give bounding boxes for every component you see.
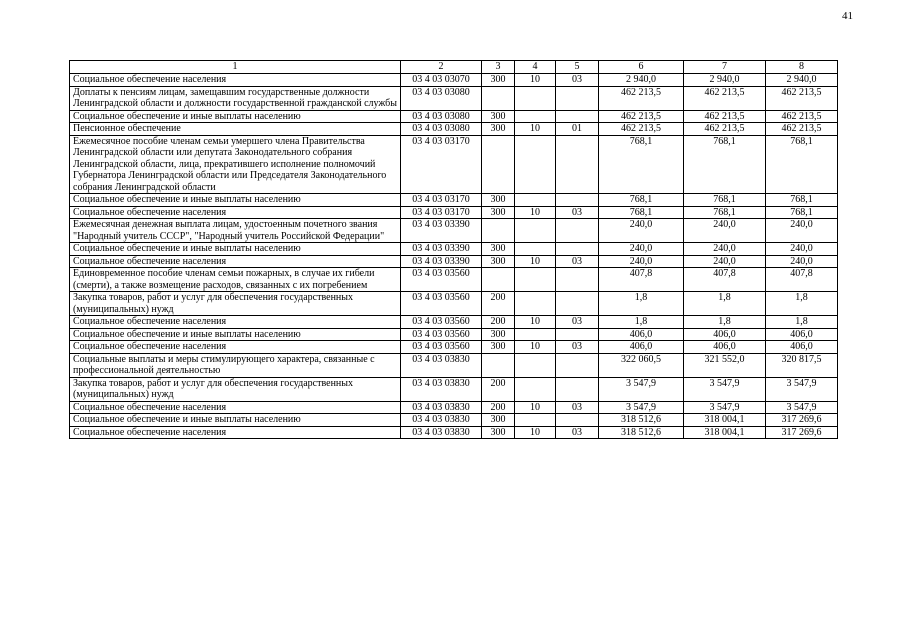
- table-row: [70, 292, 838, 316]
- row-value-2-cell: 3 547,9: [684, 377, 766, 401]
- row-value-1-cell: 318 512,6: [599, 414, 684, 427]
- row-vr-cell: 200: [482, 316, 515, 329]
- row-value-3-cell: 1,8: [766, 292, 838, 316]
- row-vr-cell: 300: [482, 341, 515, 354]
- row-subsection-cell: 03: [556, 401, 599, 414]
- row-code-cell: 03 4 03 03390: [401, 243, 482, 256]
- row-value-3-cell: 406,0: [766, 341, 838, 354]
- row-value-3-cell: 462 213,5: [766, 86, 838, 110]
- row-value-2-cell: 318 004,1: [684, 426, 766, 439]
- row-value-1-cell: 240,0: [599, 255, 684, 268]
- row-value-2-cell: 768,1: [684, 206, 766, 219]
- row-name-cell: Закупка товаров, работ и услуг для обеспечения государственных (муниципальных) нужд: [70, 377, 401, 401]
- row-name-cell: Социальное обеспечение населения: [70, 206, 401, 219]
- row-value-1-cell: 406,0: [599, 341, 684, 354]
- row-value-3-cell: 768,1: [766, 135, 838, 194]
- row-code-cell: 03 4 03 03170: [401, 135, 482, 194]
- row-code-cell: 03 4 03 03830: [401, 353, 482, 377]
- row-value-2-cell: 768,1: [684, 194, 766, 207]
- row-section-cell: [515, 353, 556, 377]
- row-vr-cell: 200: [482, 377, 515, 401]
- row-value-1-cell: 3 547,9: [599, 401, 684, 414]
- row-section-cell: 10: [515, 206, 556, 219]
- row-value-2-cell: 318 004,1: [684, 414, 766, 427]
- row-code-cell: 03 4 03 03080: [401, 110, 482, 123]
- table-row: [70, 255, 838, 268]
- row-value-1-cell: 240,0: [599, 243, 684, 256]
- table-row: [70, 74, 838, 87]
- row-name-cell: Социальное обеспечение и иные выплаты населению: [70, 194, 401, 207]
- row-vr-cell: 300: [482, 206, 515, 219]
- row-section-cell: [515, 219, 556, 243]
- row-vr-cell: 300: [482, 255, 515, 268]
- row-subsection-cell: 03: [556, 316, 599, 329]
- table-row: [70, 316, 838, 329]
- row-value-3-cell: 240,0: [766, 219, 838, 243]
- header-cell: 8: [766, 61, 838, 74]
- row-value-1-cell: 318 512,6: [599, 426, 684, 439]
- row-section-cell: [515, 328, 556, 341]
- header-cell: 1: [70, 61, 401, 74]
- row-name-cell: Социальное обеспечение и иные выплаты населению: [70, 110, 401, 123]
- row-value-3-cell: 462 213,5: [766, 110, 838, 123]
- row-value-2-cell: 406,0: [684, 341, 766, 354]
- row-vr-cell: 200: [482, 292, 515, 316]
- row-value-3-cell: 768,1: [766, 194, 838, 207]
- row-subsection-cell: 03: [556, 74, 599, 87]
- row-name-cell: Социальное обеспечение населения: [70, 401, 401, 414]
- row-section-cell: [515, 377, 556, 401]
- row-value-2-cell: 407,8: [684, 268, 766, 292]
- row-value-3-cell: 2 940,0: [766, 74, 838, 87]
- row-vr-cell: 300: [482, 243, 515, 256]
- row-section-cell: [515, 292, 556, 316]
- table-row: [70, 219, 838, 243]
- row-value-3-cell: 406,0: [766, 328, 838, 341]
- row-value-2-cell: 406,0: [684, 328, 766, 341]
- row-name-cell: Ежемесячное пособие членам семьи умершего члена Правительства Ленинградской области или депутата Законодательного собрания Ленинградской области, лица, прекратившего исполнение полномочий Губернатора Ленинградской области или Председателя Законодательного собрания Ленинградской области: [70, 135, 401, 194]
- row-value-2-cell: 768,1: [684, 135, 766, 194]
- row-value-1-cell: 462 213,5: [599, 123, 684, 136]
- row-value-1-cell: 462 213,5: [599, 110, 684, 123]
- row-value-3-cell: 768,1: [766, 206, 838, 219]
- table-row: [70, 135, 838, 194]
- row-value-3-cell: 3 547,9: [766, 401, 838, 414]
- table-row: [70, 206, 838, 219]
- row-subsection-cell: [556, 353, 599, 377]
- row-name-cell: Социальное обеспечение населения: [70, 341, 401, 354]
- table-row: [70, 353, 838, 377]
- row-value-1-cell: 1,8: [599, 316, 684, 329]
- row-name-cell: Социальное обеспечение населения: [70, 426, 401, 439]
- row-section-cell: 10: [515, 74, 556, 87]
- row-section-cell: [515, 268, 556, 292]
- table-row: [70, 243, 838, 256]
- row-value-2-cell: 462 213,5: [684, 110, 766, 123]
- row-section-cell: [515, 194, 556, 207]
- row-name-cell: Единовременное пособие членам семьи пожарных, в случае их гибели (смерти), а также возмещение расходов, связанных с их погребением: [70, 268, 401, 292]
- row-code-cell: 03 4 03 03070: [401, 74, 482, 87]
- row-subsection-cell: 03: [556, 426, 599, 439]
- row-value-1-cell: 768,1: [599, 135, 684, 194]
- row-vr-cell: 200: [482, 401, 515, 414]
- row-subsection-cell: 03: [556, 206, 599, 219]
- row-name-cell: Социальное обеспечение населения: [70, 74, 401, 87]
- header-row: [70, 61, 838, 74]
- row-subsection-cell: [556, 219, 599, 243]
- row-subsection-cell: [556, 243, 599, 256]
- row-section-cell: 10: [515, 426, 556, 439]
- table-row: [70, 401, 838, 414]
- row-name-cell: Закупка товаров, работ и услуг для обеспечения государственных (муниципальных) нужд: [70, 292, 401, 316]
- row-code-cell: 03 4 03 03560: [401, 316, 482, 329]
- table-body: [70, 74, 838, 439]
- row-code-cell: 03 4 03 03830: [401, 426, 482, 439]
- row-value-1-cell: 462 213,5: [599, 86, 684, 110]
- table-row: [70, 86, 838, 110]
- row-value-2-cell: 240,0: [684, 219, 766, 243]
- row-subsection-cell: 03: [556, 255, 599, 268]
- row-name-cell: Пенсионное обеспечение: [70, 123, 401, 136]
- row-value-3-cell: 320 817,5: [766, 353, 838, 377]
- row-subsection-cell: [556, 268, 599, 292]
- row-vr-cell: 300: [482, 74, 515, 87]
- row-code-cell: 03 4 03 03390: [401, 219, 482, 243]
- row-section-cell: [515, 414, 556, 427]
- row-code-cell: 03 4 03 03830: [401, 377, 482, 401]
- row-section-cell: 10: [515, 341, 556, 354]
- row-name-cell: Социальное обеспечение и иные выплаты населению: [70, 328, 401, 341]
- table-row: [70, 414, 838, 427]
- table-row: [70, 341, 838, 354]
- table-row: [70, 377, 838, 401]
- table-row: [70, 268, 838, 292]
- row-code-cell: 03 4 03 03390: [401, 255, 482, 268]
- row-value-2-cell: 462 213,5: [684, 86, 766, 110]
- row-value-3-cell: 317 269,6: [766, 426, 838, 439]
- row-subsection-cell: [556, 86, 599, 110]
- row-value-1-cell: 768,1: [599, 206, 684, 219]
- row-value-1-cell: 1,8: [599, 292, 684, 316]
- row-name-cell: Социальное обеспечение населения: [70, 316, 401, 329]
- table-row: [70, 123, 838, 136]
- row-name-cell: Социальное обеспечение и иные выплаты населению: [70, 414, 401, 427]
- row-vr-cell: 300: [482, 123, 515, 136]
- row-value-1-cell: 3 547,9: [599, 377, 684, 401]
- row-value-2-cell: 1,8: [684, 292, 766, 316]
- row-value-3-cell: 3 547,9: [766, 377, 838, 401]
- row-subsection-cell: [556, 292, 599, 316]
- row-code-cell: 03 4 03 03560: [401, 292, 482, 316]
- row-code-cell: 03 4 03 03560: [401, 268, 482, 292]
- row-value-2-cell: 240,0: [684, 255, 766, 268]
- row-subsection-cell: 03: [556, 341, 599, 354]
- row-vr-cell: [482, 135, 515, 194]
- row-section-cell: [515, 135, 556, 194]
- row-value-3-cell: 240,0: [766, 255, 838, 268]
- row-code-cell: 03 4 03 03080: [401, 86, 482, 110]
- row-code-cell: 03 4 03 03080: [401, 123, 482, 136]
- row-code-cell: 03 4 03 03170: [401, 194, 482, 207]
- row-vr-cell: [482, 268, 515, 292]
- row-value-3-cell: 462 213,5: [766, 123, 838, 136]
- row-section-cell: 10: [515, 401, 556, 414]
- row-name-cell: Социальные выплаты и меры стимулирующего характера, связанные с профессиональной деятельностью: [70, 353, 401, 377]
- row-section-cell: 10: [515, 255, 556, 268]
- header-cell: 5: [556, 61, 599, 74]
- row-vr-cell: 300: [482, 194, 515, 207]
- row-code-cell: 03 4 03 03830: [401, 401, 482, 414]
- row-value-1-cell: 2 940,0: [599, 74, 684, 87]
- row-subsection-cell: [556, 328, 599, 341]
- row-section-cell: [515, 110, 556, 123]
- row-subsection-cell: [556, 414, 599, 427]
- budget-table: [69, 60, 838, 439]
- row-subsection-cell: [556, 135, 599, 194]
- row-name-cell: Доплаты к пенсиям лицам, замещавшим государственные должности Ленинградской области и должности государственной гражданской службы: [70, 86, 401, 110]
- row-code-cell: 03 4 03 03560: [401, 328, 482, 341]
- row-code-cell: 03 4 03 03170: [401, 206, 482, 219]
- row-vr-cell: 300: [482, 426, 515, 439]
- row-section-cell: [515, 243, 556, 256]
- row-value-1-cell: 406,0: [599, 328, 684, 341]
- row-value-2-cell: 240,0: [684, 243, 766, 256]
- row-subsection-cell: [556, 194, 599, 207]
- row-value-3-cell: 407,8: [766, 268, 838, 292]
- page-number: 41: [842, 10, 853, 22]
- row-section-cell: 10: [515, 123, 556, 136]
- row-value-3-cell: 240,0: [766, 243, 838, 256]
- row-value-1-cell: 768,1: [599, 194, 684, 207]
- row-value-1-cell: 240,0: [599, 219, 684, 243]
- row-value-2-cell: 2 940,0: [684, 74, 766, 87]
- row-value-1-cell: 322 060,5: [599, 353, 684, 377]
- table-row: [70, 328, 838, 341]
- row-vr-cell: 300: [482, 110, 515, 123]
- row-subsection-cell: [556, 110, 599, 123]
- header-cell: 4: [515, 61, 556, 74]
- row-subsection-cell: 01: [556, 123, 599, 136]
- row-name-cell: Ежемесячная денежная выплата лицам, удостоенным почетного звания "Народный учитель СССР", "Народный учитель Российской Федерации": [70, 219, 401, 243]
- header-cell: 2: [401, 61, 482, 74]
- table-row: [70, 194, 838, 207]
- row-subsection-cell: [556, 377, 599, 401]
- row-section-cell: [515, 86, 556, 110]
- row-value-2-cell: 1,8: [684, 316, 766, 329]
- row-value-2-cell: 462 213,5: [684, 123, 766, 136]
- row-code-cell: 03 4 03 03830: [401, 414, 482, 427]
- header-cell: 6: [599, 61, 684, 74]
- row-vr-cell: 300: [482, 414, 515, 427]
- header-cell: 3: [482, 61, 515, 74]
- row-vr-cell: [482, 86, 515, 110]
- table-row: [70, 110, 838, 123]
- row-name-cell: Социальное обеспечение и иные выплаты населению: [70, 243, 401, 256]
- row-value-3-cell: 1,8: [766, 316, 838, 329]
- row-vr-cell: 300: [482, 328, 515, 341]
- row-value-1-cell: 407,8: [599, 268, 684, 292]
- row-value-3-cell: 317 269,6: [766, 414, 838, 427]
- table-row: [70, 426, 838, 439]
- header-cell: 7: [684, 61, 766, 74]
- row-value-2-cell: 3 547,9: [684, 401, 766, 414]
- row-value-2-cell: 321 552,0: [684, 353, 766, 377]
- row-name-cell: Социальное обеспечение населения: [70, 255, 401, 268]
- row-code-cell: 03 4 03 03560: [401, 341, 482, 354]
- row-vr-cell: [482, 219, 515, 243]
- row-section-cell: 10: [515, 316, 556, 329]
- row-vr-cell: [482, 353, 515, 377]
